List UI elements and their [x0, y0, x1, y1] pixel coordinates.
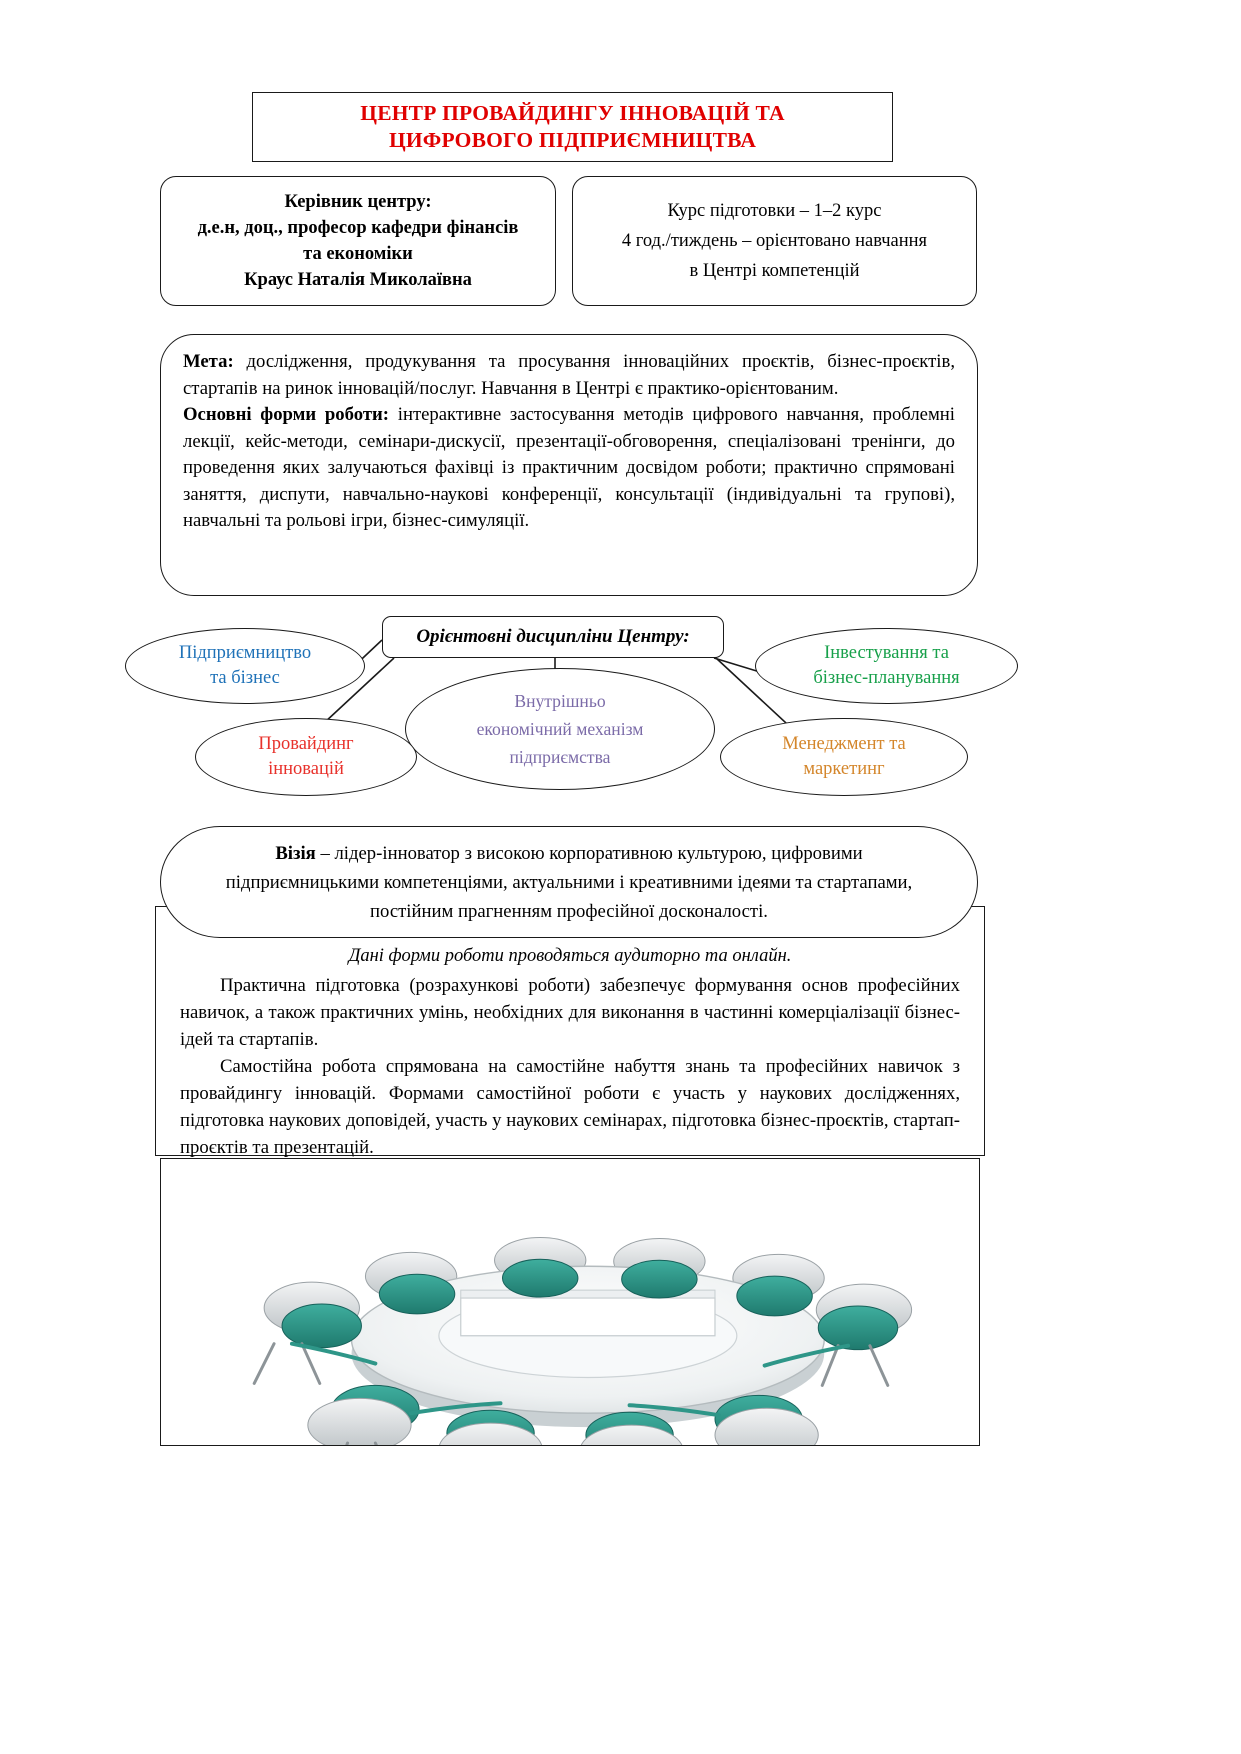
- leader-department-line: та економіки: [303, 244, 413, 264]
- work-forms-paragraph: [183, 402, 955, 535]
- discipline-internal-line1: Внутрішньо: [514, 691, 606, 711]
- discipline-business-line1: Підприємництво: [178, 643, 312, 663]
- purpose-label: Мета:: [183, 351, 234, 372]
- discipline-ellipse-providing[interactable]: [195, 718, 417, 796]
- discipline-ellipse-management[interactable]: [720, 718, 968, 796]
- title-line-2: ЦИФРОВОГО ПІДПРИЄМНИЦТВА: [388, 128, 757, 152]
- practice-box: [155, 906, 985, 1156]
- title-box: [252, 92, 893, 162]
- discipline-management-text: [782, 732, 906, 782]
- practice-paragraph-2: Самостійна робота спрямована на самостійне набуття знань та професійних навичок з провайдингу інновацій. Формами самостійної роботи є участь у наукових дослідженнях, підготовка наукових доповідей, участь у наукових семінарах, підготовка бізнес-проєктів, стартап-проєктів та презентацій.: [180, 1056, 960, 1158]
- discipline-internal-text: [477, 687, 644, 771]
- course-duration-line: Курс підготовки – 1–2 курс: [667, 201, 882, 221]
- discipline-internal-line3: підприємства: [509, 747, 611, 767]
- work-forms-text: інтерактивне застосування методів цифрового навчання, проблемні лекції, кейс-методи, семінари-дискусії, презентації-обговорення, спеціалізовані тренінги, до проведення яких залучаються фахівці із практичним досвідом роботи; практично спрямовані заняття, диспути, навчально-наукові конференції, консультації (індивідуальні та групові), навчальні та рольові ігри, бізнес-симуляції.: [183, 404, 955, 531]
- discipline-investing-line2: бізнес-планування: [813, 668, 960, 688]
- practice-italic-note: Дані форми роботи проводяться аудиторно та онлайн.: [348, 946, 792, 966]
- purpose-box: [160, 334, 978, 596]
- leader-degree-line: д.е.н, доц., професор кафедри фінансів: [197, 218, 519, 238]
- leader-name: Краус Наталія Миколаївна: [244, 270, 472, 290]
- round-conference-table-icon: [161, 1159, 979, 1445]
- discipline-management-line1: Менеджмент та: [782, 734, 906, 754]
- work-forms-label: Основні форми роботи:: [183, 404, 390, 425]
- vision-label: Візія: [275, 842, 316, 864]
- discipline-internal-line2: економічний механізм: [476, 719, 644, 739]
- discipline-providing-line2: інновацій: [268, 759, 344, 779]
- conference-table-photo-frame: [160, 1158, 980, 1446]
- leader-role-label: Керівник центру:: [284, 192, 432, 212]
- course-info-box: [572, 176, 977, 306]
- discipline-ellipse-investing[interactable]: [755, 628, 1018, 704]
- discipline-management-line2: маркетинг: [803, 759, 885, 779]
- discipline-ellipse-business[interactable]: [125, 628, 365, 704]
- course-location-line: в Центрі компетенцій: [689, 261, 860, 281]
- vision-paragraph: [205, 839, 933, 926]
- title-line-1: ЦЕНТР ПРОВАЙДИНГУ ІННОВАЦІЙ ТА: [360, 101, 785, 125]
- disciplines-cluster: [110, 608, 1130, 828]
- discipline-ellipse-internal-economics[interactable]: [405, 668, 715, 790]
- leader-info-box: [160, 176, 556, 306]
- vision-box: [160, 826, 978, 938]
- vision-text: – лідер-інноватор з високою корпоративною культурою, цифровими підприємницькими компетенціями, актуальними і креативними ідеями та стартапами, постійним прагненням професійної досконалості.: [225, 842, 913, 922]
- discipline-business-text: [179, 641, 311, 691]
- course-hours-line: 4 год./тиждень – орієнтовано навчання: [621, 231, 928, 251]
- discipline-providing-line1: Провайдинг: [258, 734, 354, 754]
- practice-paragraph-1: Практична підготовка (розрахункові роботи) забезпечує формування основ професійних навичок, а також практичних умінь, необхідних для виконання в частинні комерціалізації бізнес-ідей та стартапів.: [180, 975, 960, 1050]
- discipline-investing-line1: Інвестування та: [824, 643, 949, 663]
- cluster-title-label: Орієнтовні дисципліни Центру:: [382, 616, 724, 658]
- discipline-business-line2: та бізнес: [210, 668, 280, 688]
- discipline-investing-text: [813, 641, 959, 691]
- discipline-providing-text: [258, 732, 353, 782]
- purpose-text: дослідження, продукування та просування інноваційних проєктів, бізнес-проєктів, стартапів на ринок інновацій/послуг. Навчання в Центрі є практико-орієнтованим.: [183, 351, 955, 399]
- purpose-paragraph: [183, 349, 955, 402]
